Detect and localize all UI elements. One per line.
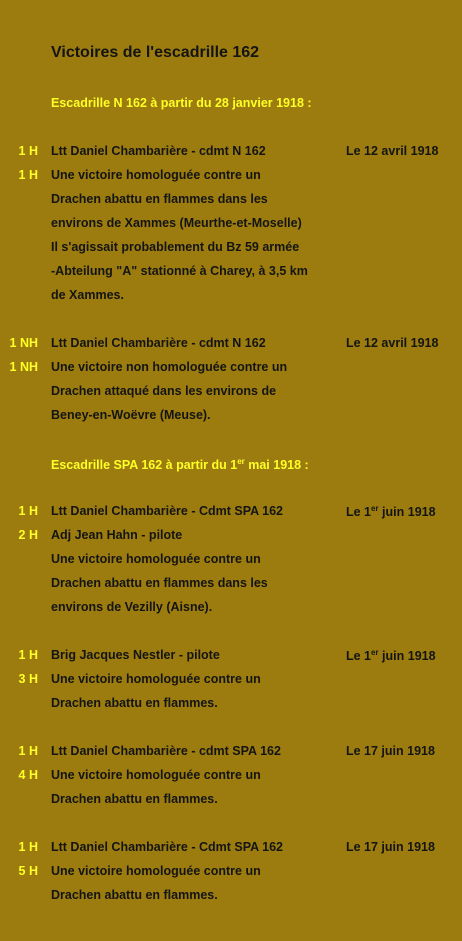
victory-description: Drachen abattu en flammes dans les — [51, 192, 268, 206]
victory-entry-6 — [0, 840, 462, 864]
victory-date — [346, 648, 436, 663]
victory-code: 1 H — [18, 840, 38, 854]
victory-description: Drachen abattu en flammes. — [51, 696, 218, 710]
victory-code: 5 H — [18, 864, 38, 878]
victory-description: Drachen attaqué dans les environs de — [51, 384, 277, 398]
date-sup: er — [371, 648, 379, 657]
victory-entry-1-line — [0, 264, 462, 288]
victory-code: 3 H — [18, 672, 38, 686]
victory-entry-2-line — [0, 360, 462, 384]
victory-description: Beney-en-Woëvre (Meuse). — [51, 408, 211, 422]
victory-description: Une victoire homologuée contre un — [51, 552, 261, 566]
victory-entry-2 — [0, 336, 462, 360]
victory-entry-1-line — [0, 168, 462, 192]
pilot-name: Adj Jean Hahn - pilote — [51, 528, 183, 542]
section-header-sup: er — [237, 457, 245, 466]
victory-entry-3 — [0, 504, 462, 528]
victory-description: de Xammes. — [51, 288, 124, 302]
victory-entry-3-line — [0, 552, 462, 576]
pilot-name: Ltt Daniel Chambarière - Cdmt SPA 162 — [51, 504, 284, 518]
pilot-name: Ltt Daniel Chambarière - cdmt SPA 162 — [51, 744, 281, 758]
victory-description: environs de Vezilly (Aisne). — [51, 600, 213, 614]
victory-entry-1-line — [0, 216, 462, 240]
victory-description: Drachen abattu en flammes dans les — [51, 576, 268, 590]
victory-entry-1 — [0, 144, 462, 168]
victory-date: Le 12 avril 1918 — [346, 336, 439, 350]
pilot-name: Ltt Daniel Chambarière - cdmt N 162 — [51, 144, 266, 158]
victory-entry-4 — [0, 648, 462, 672]
victory-description: Une victoire homologuée contre un — [51, 768, 261, 782]
victory-description: -Abteilung "A" stationné à Charey, à 3,5 km — [51, 264, 308, 278]
section-header-text: Escadrille SPA 162 à partir du 1 — [51, 458, 238, 473]
date-text: juin 1918 — [378, 505, 436, 520]
victory-date — [346, 504, 436, 519]
victory-description: Une victoire homologuée contre un — [51, 864, 261, 878]
victory-description: Une victoire non homologuée contre un — [51, 360, 288, 374]
victory-description: Une victoire homologuée contre un — [51, 672, 261, 686]
date-text: Le 1 — [346, 649, 372, 664]
victory-date: Le 12 avril 1918 — [346, 144, 439, 158]
victory-description: environs de Xammes (Meurthe-et-Moselle) — [51, 216, 302, 230]
victory-entry-6-line — [0, 888, 462, 912]
victory-entry-4-line — [0, 672, 462, 696]
victory-entry-5-line — [0, 792, 462, 816]
victory-code: 1 NH — [9, 360, 38, 374]
victory-entry-4-line — [0, 696, 462, 720]
victory-entry-1-line — [0, 240, 462, 264]
victory-entry-5 — [0, 744, 462, 768]
victory-description: Drachen abattu en flammes. — [51, 888, 218, 902]
victory-code: 1 H — [18, 504, 38, 518]
victory-entry-2-line — [0, 408, 462, 432]
section-header-n162: Escadrille N 162 à partir du 28 janvier 1918 : — [51, 96, 312, 110]
pilot-name: Ltt Daniel Chambarière - cdmt N 162 — [51, 336, 266, 350]
date-text: juin 1918 — [378, 649, 436, 664]
date-sup: er — [371, 504, 379, 513]
date-text: Le 1 — [346, 505, 372, 520]
victory-entry-1-line — [0, 192, 462, 216]
victory-code: 1 NH — [9, 336, 38, 350]
victory-code: 1 H — [18, 744, 38, 758]
victory-code: 1 H — [18, 168, 38, 182]
victory-date: Le 17 juin 1918 — [346, 840, 435, 854]
victory-date: Le 17 juin 1918 — [346, 744, 435, 758]
victory-entry-3-line — [0, 600, 462, 624]
victory-entry-5-line — [0, 768, 462, 792]
victory-entry-3-line — [0, 576, 462, 600]
pilot-name: Ltt Daniel Chambarière - Cdmt SPA 162 — [51, 840, 284, 854]
pilot-name: Brig Jacques Nestler - pilote — [51, 648, 220, 662]
victory-code: 1 H — [18, 648, 38, 662]
victory-entry-6-line — [0, 864, 462, 888]
victory-description: Une victoire homologuée contre un — [51, 168, 261, 182]
victory-description: Drachen abattu en flammes. — [51, 792, 218, 806]
victory-entry-2-line — [0, 384, 462, 408]
victory-entry-1-line — [0, 288, 462, 312]
victory-code: 1 H — [18, 144, 38, 158]
section-header-text: mai 1918 : — [244, 458, 309, 473]
section-header-spa162 — [51, 457, 309, 472]
victory-code: 2 H — [18, 528, 38, 542]
victory-description: Il s'agissait probablement du Bz 59 armée — [51, 240, 300, 254]
victory-code: 4 H — [18, 768, 38, 782]
victory-entry-3-line — [0, 528, 462, 552]
page-title: Victoires de l'escadrille 162 — [51, 44, 260, 61]
